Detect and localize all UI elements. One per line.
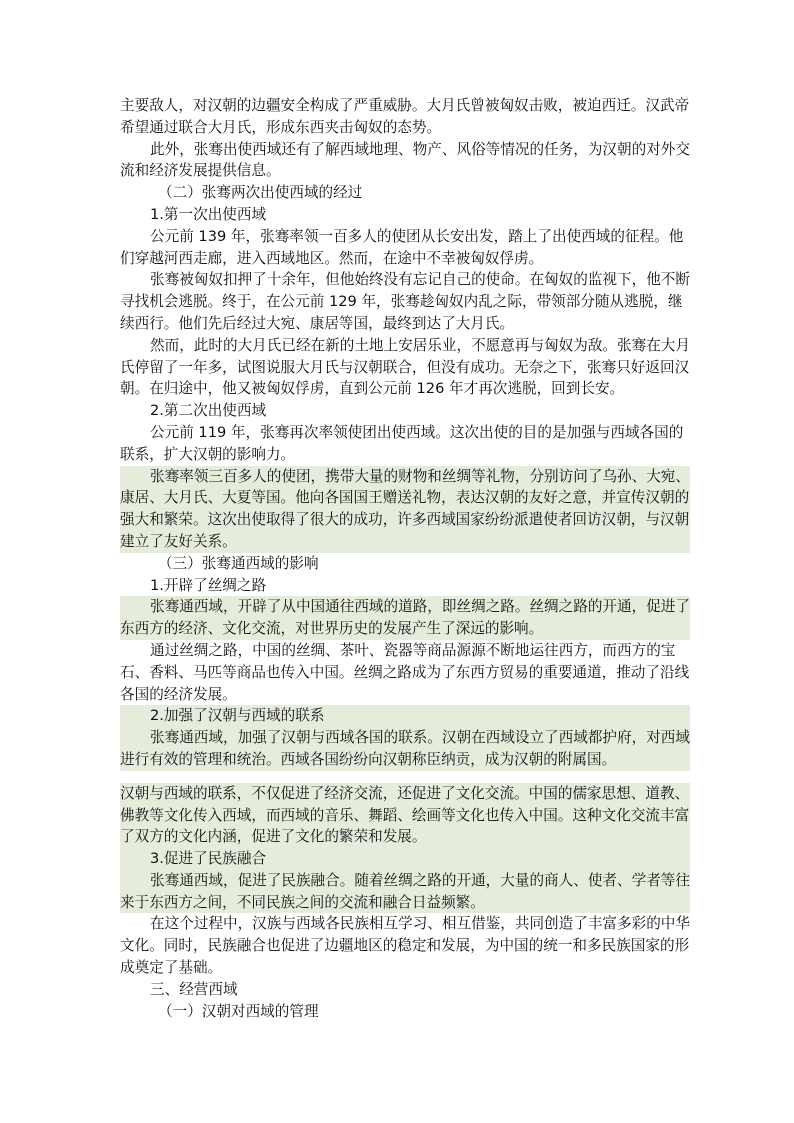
section-heading: （一）汉朝对西域的管理 <box>158 1002 319 1020</box>
subsection-heading: 2.第二次出使西域 <box>150 402 267 420</box>
section-heading: （二）张骞两次出使西域的经过 <box>158 184 363 202</box>
subsection-heading: 1.开辟了丝绸之路 <box>150 576 267 594</box>
body-paragraph: 汉朝与西域的联系，不仅促进了经济交流，还促进了文化交流。中国的儒家思想、道教、佛教等文化传入西域，而西域的音乐、舞蹈、绘画等文化也传入中国。这种文化交流丰富了双方的文化内涵，促进了文化的繁荣和发展。 <box>120 783 690 848</box>
body-paragraph: 此外，张骞出使西域还有了解西域地理、物产、风俗等情况的任务，为汉朝的对外交流和经济发展提供信息。 <box>120 140 690 180</box>
subsection-heading: 2.加强了汉朝与西域的联系 <box>120 705 690 727</box>
subsection-heading: 3.促进了民族融合 <box>120 848 690 870</box>
document-page <box>120 95 690 1022</box>
subsection-heading: 1.第一次出使西域 <box>150 205 267 223</box>
body-paragraph: 张骞通西域，促进了民族融合。随着丝绸之路的开通，大量的商人、使者、学者等往来于东西方之间，不同民族之间的交流和融合日益频繁。 <box>120 870 690 914</box>
body-paragraph: 在这个过程中，汉族与西域各民族相互学习、相互借鉴，共同创造了丰富多彩的中华文化。同时，民族融合也促进了边疆地区的稳定和发展，为中国的统一和多民族国家的形成奠定了基础。 <box>120 915 690 977</box>
body-paragraph: 主要敌人，对汉朝的边疆安全构成了严重威胁。大月氏曾被匈奴击败，被迫西迁。汉武帝希望通过联合大月氏，形成东西夹击匈奴的态势。 <box>120 97 690 136</box>
blank-line <box>120 771 690 783</box>
body-paragraph: 张骞通西域，加强了汉朝与西域各国的联系。汉朝在西域设立了西域都护府，对西域进行有效的管理和统治。西域各国纷纷向汉朝称臣纳贡，成为汉朝的附属国。 <box>120 727 690 771</box>
body-paragraph: 然而，此时的大月氏已经在新的土地上安居乐业，不愿意再与匈奴为敌。张骞在大月氏停留了一年多，试图说服大月氏与汉朝联合，但没有成功。无奈之下，张骞只好返回汉朝。在归途中，他又被匈奴俘虏，直到公元前 126 年才再次逃脱，回到长安。 <box>120 336 690 398</box>
section-heading: （三）张骞通西域的影响 <box>158 554 319 572</box>
body-paragraph: 公元前 139 年，张骞率领一百多人的使团从长安出发，踏上了出使西域的征程。他们穿越河西走廊，进入西域地区。然而，在途中不幸被匈奴俘虏。 <box>120 227 684 267</box>
body-paragraph: 张骞率领三百多人的使团，携带大量的财物和丝绸等礼物，分别访问了乌孙、大宛、康居、大月氏、大夏等国。他向各国国王赠送礼物，表达汉朝的友好之意，并宣传汉朝的强大和繁荣。这次出使取得了很大的成功，许多西域国家纷纷派遣使者回访汉朝，与汉朝建立了友好关系。 <box>120 466 690 553</box>
body-paragraph: 公元前 119 年，张骞再次率领使团出使西域。这次出使的目的是加强与西域各国的联系，扩大汉朝的影响力。 <box>120 423 684 463</box>
body-paragraph: 张骞被匈奴扣押了十余年，但他始终没有忘记自己的使命。在匈奴的监视下，他不断寻找机会逃脱。终于，在公元前 129 年，张骞趁匈奴内乱之际，带领部分随从逃脱，继续西行。他们先后经过大宛、康居等国，最终到达了大月氏。 <box>120 271 690 332</box>
body-paragraph: 张骞通西域，开辟了从中国通往西域的道路，即丝绸之路。丝绸之路的开通，促进了东西方的经济、文化交流，对世界历史的发展产生了深远的影响。 <box>120 596 690 640</box>
body-paragraph: 通过丝绸之路，中国的丝绸、茶叶、瓷器等商品源源不断地运往西方，而西方的宝石、香料、马匹等商品也传入中国。丝绸之路成为了东西方贸易的重要通道，推动了沿线各国的经济发展。 <box>120 641 690 703</box>
chapter-heading: 三、经营西域 <box>150 980 238 998</box>
